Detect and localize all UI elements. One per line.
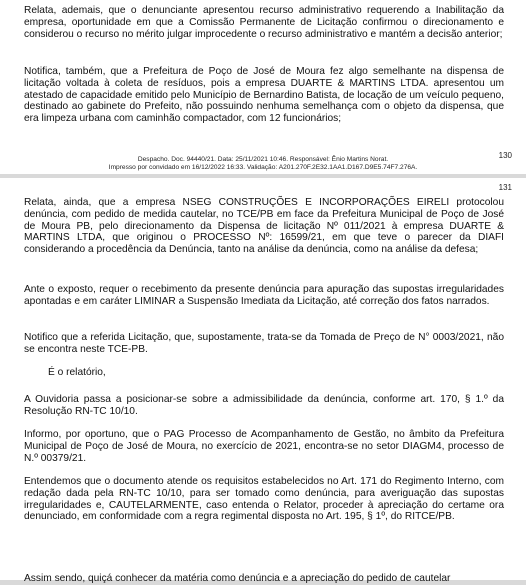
page-number: 130 — [498, 151, 512, 160]
document-page-130 — [0, 0, 526, 174]
paragraph-ouvidoria: A Ouvidoria passa a posicionar-se sobre a admissibilidade da denúncia, conforme art. 170, § 1.º da Resolução RN-TC 10/10. — [24, 394, 504, 417]
page-number: 131 — [498, 183, 512, 192]
paragraph-notifico: Notifico que a referida Licitação, que, supostamente, trata-se da Tomada de Preço de N° 0003/2021, não se encontra neste TCE-PB. — [24, 332, 504, 355]
paragraph-entendemos: Entendemos que o documento atende os requisitos estabelecidos no Art. 171 do Regimento Interno, com redação dada pela RN-TC 10/10, para ser tomado como denúncia, para averiguação das supostas irregularidades e, CAUTELARMENTE, caso entenda o Relator, proceder à apreciação do certame ora denunciado, em conformidade com a regra regimental disposta no Art. 195, § 1º, do RITCE/PB. — [24, 476, 504, 523]
paragraph-pag: Informo, por oportuno, que o PAG Processo de Acompanhamento de Gestão, no âmbito da Prefeitura Municipal de Poço de José de Moura, no exercício de 2021, encontra-se no setor DIAGM4, processo de N.º 00379/21. — [24, 429, 504, 464]
paragraph-recurso: Relata, ademais, que o denunciante apresentou recurso administrativo requerendo a Inabilitação da empresa, oportunidade em que a Comissão Permanente de Licitação confirmou o direcionamento e considerou o recurso no mérito julgar improcedente o recurso administrativo e mantém a decisão anterior; — [24, 5, 504, 40]
footer-validacao: Impresso por convidado em 16/12/2022 16:33. Validação: A201.270F.2E32.1AA1.D167.D9E5.74F7.276A. — [108, 164, 418, 171]
paragraph-relatorio: É o relatório, — [48, 367, 106, 378]
footer-despacho: Despacho. Doc. 94440/21. Data: 25/11/2021 10:46. Responsável: Ênio Martins Norat. — [137, 156, 389, 163]
paragraph-assim-sendo: Assim sendo, quiçá conhecer da matéria como denúncia e a apreciação do pedido de cautelar — [24, 573, 451, 584]
paragraph-dispensa: Notifica, também, que a Prefeitura de Poço de José de Moura fez algo semelhante na dispensa de licitação voltada à coleta de resíduos, pois a empresa DUARTE & MARTINS LTDA. apresentou um atestado de capacidade emitido pelo Município de Bernardino Batista, de locação de um veículo pequeno, destinado ao gabinete do Prefeito, não possuindo nenhuma semelhança com o objeto da dispensa, que era limpeza urbana com caminhão compactador, com 12 funcionários; — [24, 66, 504, 125]
paragraph-ante-exposto: Ante o exposto, requer o recebimento da presente denúncia para apuração das supostas irregularidades apontadas e em caráter LIMINAR a Suspensão Imediata da Licitação, até correção dos fatos narrados. — [24, 284, 504, 307]
paragraph-nseg: Relata, ainda, que a empresa NSEG CONSTRUÇÕES E INCORPORAÇÕES EIRELI protocolou denúncia, com pedido de medida cautelar, no TCE/PB em face da Prefeitura Municipal de Poço de José de Moura PB, pelo direcionamento da Dispensa de licitação Nº 011/2021 à empresa DUARTE & MARTINS LTDA, que originou o PROCESSO Nº: 16599/21, em que teve o parecer da DIAFI considerando a procedência da Denúncia, tanto na análise da denúncia, como na análise da defesa; — [24, 197, 504, 256]
document-page-131 — [0, 178, 526, 584]
